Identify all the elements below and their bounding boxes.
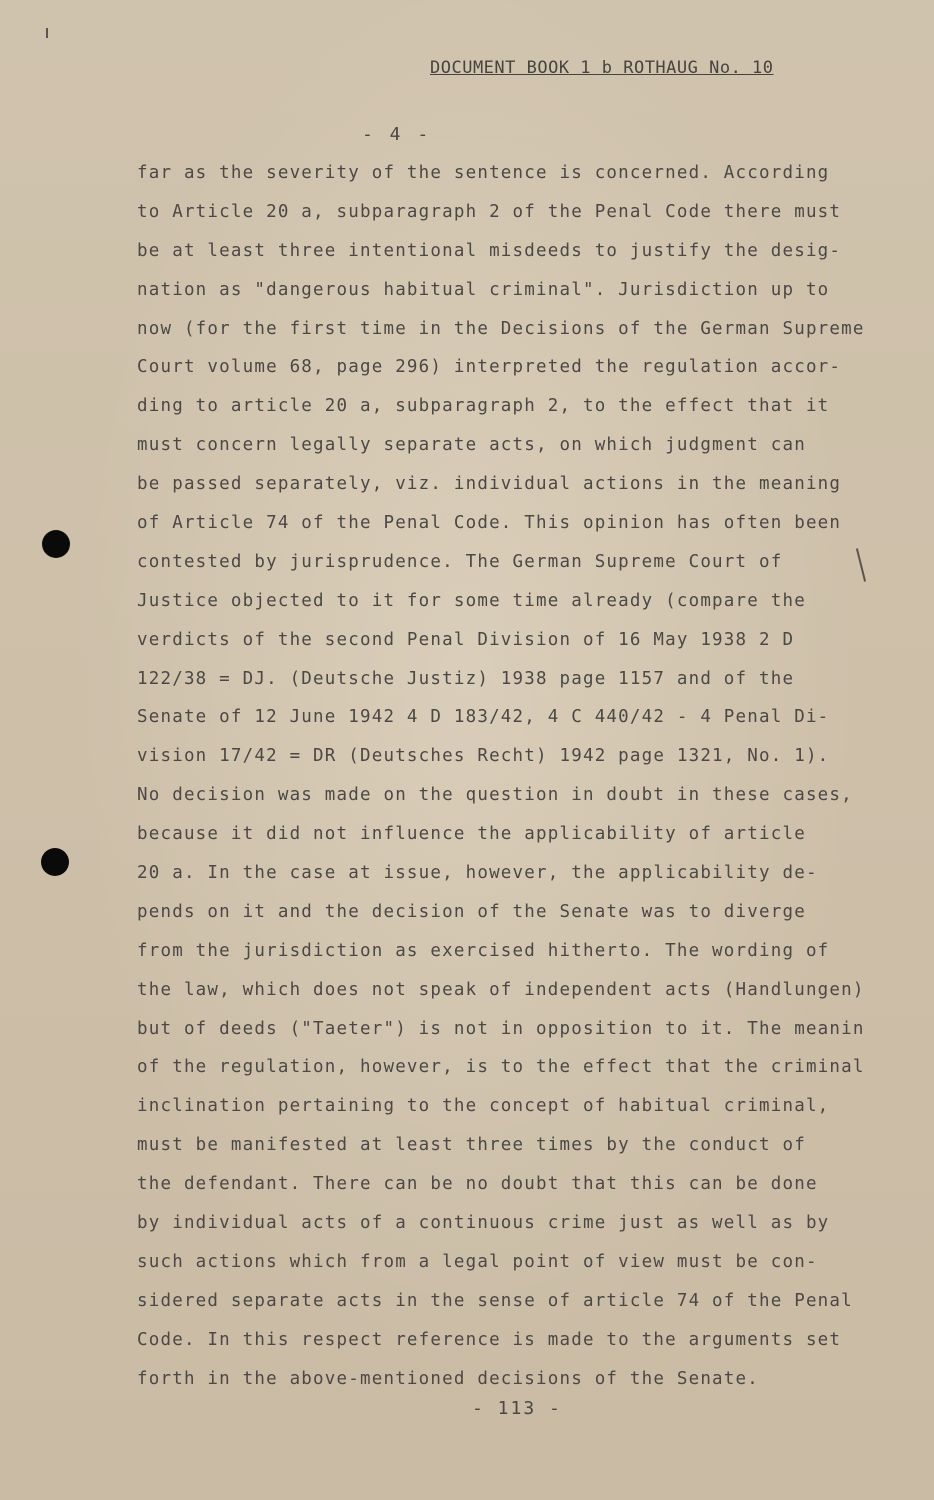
text-line: because it did not influence the applicability of article: [137, 824, 806, 845]
text-line: nation as "dangerous habitual criminal". Jurisdiction up to: [137, 279, 830, 300]
text-line: must concern legally separate acts, on which judgment can: [137, 435, 806, 456]
text-line: verdicts of the second Penal Division of 16 May 1938 2 D: [137, 629, 795, 650]
text-line: inclination pertaining to the concept of habitual criminal,: [137, 1096, 830, 1117]
text-line: such actions which from a legal point of view must be con-: [137, 1251, 818, 1272]
text-line: by individual acts of a continuous crime just as well as by: [137, 1213, 830, 1234]
footer-page-number: - 113 -: [472, 1398, 562, 1419]
text-line: of Article 74 of the Penal Code. This opinion has often been: [137, 513, 842, 534]
text-line: be passed separately, viz. individual actions in the meaning: [137, 474, 842, 495]
text-line: the defendant. There can be no doubt that this can be done: [137, 1174, 818, 1195]
text-line: Senate of 12 June 1942 4 D 183/42, 4 C 440/42 - 4 Penal Di-: [137, 707, 830, 728]
text-line: Court volume 68, page 296) interpreted the regulation accor-: [137, 357, 842, 378]
text-line: vision 17/42 = DR (Deutsches Recht) 1942 page 1321, No. 1).: [137, 746, 830, 767]
text-line: forth in the above-mentioned decisions of the Senate.: [137, 1368, 760, 1389]
body-text: [137, 154, 887, 1399]
text-line: sidered separate acts in the sense of article 74 of the Penal: [137, 1290, 853, 1311]
text-line: Justice objected to it for some time already (compare the: [137, 590, 806, 611]
text-line: but of deeds ("Taeter") is not in opposition to it. The meanin: [137, 1018, 865, 1039]
punch-hole-bottom: [41, 848, 69, 876]
margin-tick-mark: [46, 28, 48, 38]
text-line: to Article 20 a, subparagraph 2 of the Penal Code there must: [137, 201, 842, 222]
text-line: contested by jurisprudence. The German Supreme Court of: [137, 551, 783, 572]
text-line: ding to article 20 a, subparagraph 2, to the effect that it: [137, 396, 830, 417]
text-line: of the regulation, however, is to the effect that the criminal: [137, 1057, 865, 1078]
text-line: No decision was made on the question in doubt in these cases,: [137, 785, 853, 806]
text-line: the law, which does not speak of independent acts (Handlungen): [137, 979, 865, 1000]
text-line: Code. In this respect reference is made to the arguments set: [137, 1329, 842, 1350]
text-line: must be manifested at least three times by the conduct of: [137, 1135, 806, 1156]
text-line: now (for the first time in the Decisions of the German Supreme: [137, 318, 865, 339]
punch-hole-top: [42, 530, 70, 558]
text-line: far as the severity of the sentence is concerned. According: [137, 163, 830, 183]
text-line: pends on it and the decision of the Senate was to diverge: [137, 901, 806, 922]
text-line: from the jurisdiction as exercised hitherto. The wording of: [137, 940, 830, 961]
page-number: - 4 -: [362, 124, 432, 145]
document-header: DOCUMENT BOOK 1 b ROTHAUG No. 10: [430, 58, 774, 78]
text-line: 20 a. In the case at issue, however, the applicability de-: [137, 863, 818, 884]
text-line: be at least three intentional misdeeds to justify the desig-: [137, 240, 842, 261]
text-line: 122/38 = DJ. (Deutsche Justiz) 1938 page 1157 and of the: [137, 668, 795, 689]
